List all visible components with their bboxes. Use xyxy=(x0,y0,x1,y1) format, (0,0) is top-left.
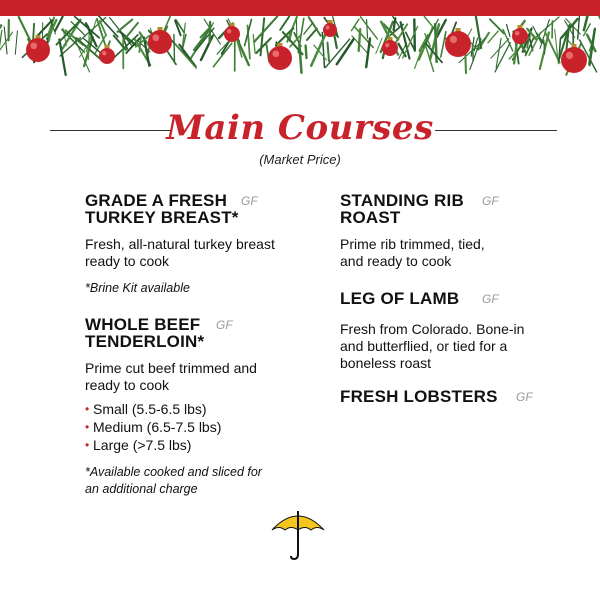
pine-needle xyxy=(507,24,511,36)
list-item: • Medium (6.5-7.5 lbs) xyxy=(85,419,222,435)
gluten-free-tag: GF xyxy=(482,292,499,306)
red-ornament xyxy=(268,46,292,70)
pine-needle xyxy=(254,17,277,42)
pine-needle xyxy=(352,19,359,30)
menu-item-fresh-lobsters xyxy=(340,388,560,407)
pine-garland-decoration xyxy=(0,8,600,108)
ornament-highlight xyxy=(102,51,106,55)
pine-needle xyxy=(88,30,89,59)
pine-needle xyxy=(473,46,474,61)
bullet-icon: • xyxy=(85,402,90,416)
ornament-highlight xyxy=(566,52,573,59)
pine-needle xyxy=(495,43,510,72)
item-description: Fresh, all-natural turkey breast ready to cook xyxy=(85,236,275,269)
red-ornament xyxy=(445,31,471,57)
ornament-highlight xyxy=(152,34,159,41)
item-name: WHOLE BEEF TENDERLOIN* GF xyxy=(85,315,233,351)
item-description: Prime cut beef trimmed and ready to cook xyxy=(85,360,257,393)
pine-needle xyxy=(328,43,330,61)
title-divider-right xyxy=(435,130,557,131)
pine-needle xyxy=(584,16,588,30)
item-note: *Available cooked and sliced for an additional charge xyxy=(85,465,262,496)
pine-needle xyxy=(367,20,368,38)
pine-needle xyxy=(253,35,255,54)
red-ornament xyxy=(323,23,337,37)
item-description: Prime rib trimmed, tied, and ready to cook xyxy=(340,236,485,269)
red-ornament xyxy=(512,28,528,44)
pine-needle xyxy=(280,16,289,30)
pine-needle xyxy=(544,40,545,54)
pine-needle xyxy=(174,35,175,61)
size-list xyxy=(85,400,315,454)
page-title: Main Courses xyxy=(166,108,434,148)
list-item: • Large (>7.5 lbs) xyxy=(85,437,192,453)
ornament-highlight xyxy=(450,36,457,43)
pine-needle xyxy=(490,19,504,33)
title-row xyxy=(0,108,600,154)
red-ornament xyxy=(382,40,398,56)
item-name: FRESH LOBSTERS GF xyxy=(340,387,533,406)
gluten-free-tag: GF xyxy=(241,194,258,208)
pine-needle xyxy=(299,43,301,72)
gluten-free-tag: GF xyxy=(516,390,533,404)
item-name: GRADE A FRESH TURKEY BREAST* GF xyxy=(85,191,258,227)
item-description: Fresh from Colorado. Bone-in and butterflied, or tied for a boneless roast xyxy=(340,321,525,371)
pine-needle xyxy=(394,18,396,30)
yellow-umbrella-icon xyxy=(270,508,326,562)
ornament-highlight xyxy=(515,31,519,35)
bullet-icon: • xyxy=(85,420,90,434)
pine-needle xyxy=(256,38,271,53)
pine-needle xyxy=(306,46,307,58)
menu-item-beef-tenderloin xyxy=(85,316,315,498)
pine-needle xyxy=(304,23,313,34)
pine-needle xyxy=(261,18,265,55)
pine-needle xyxy=(210,22,211,43)
pine-needle xyxy=(191,26,211,58)
pine-needle xyxy=(414,20,415,51)
gluten-free-tag: GF xyxy=(216,318,233,332)
pine-needle xyxy=(118,20,133,32)
red-ornament xyxy=(224,26,240,42)
pine-needle xyxy=(213,43,231,67)
menu-item-standing-rib-roast xyxy=(340,192,560,270)
pine-needle xyxy=(55,17,63,32)
ornament-highlight xyxy=(30,42,37,49)
red-ornament xyxy=(26,38,50,62)
red-ornament xyxy=(99,48,115,64)
menu-item-turkey xyxy=(85,192,315,297)
pine-needle xyxy=(15,31,17,54)
ornament-highlight xyxy=(326,26,330,30)
gluten-free-tag: GF xyxy=(482,194,499,208)
list-item: • Small (5.5-6.5 lbs) xyxy=(85,401,207,417)
red-ornament xyxy=(148,30,172,54)
red-ornament xyxy=(561,47,587,73)
menu-item-leg-of-lamb xyxy=(340,290,560,372)
ornament-highlight xyxy=(272,50,279,57)
item-name: STANDING RIB ROAST GF xyxy=(340,191,499,227)
item-name: LEG OF LAMB GF xyxy=(340,289,499,308)
ornament-highlight xyxy=(227,29,231,33)
ornament-highlight xyxy=(385,43,389,47)
market-price-subtitle: (Market Price) xyxy=(259,152,341,167)
pine-needle xyxy=(496,38,501,67)
bullet-icon: • xyxy=(85,438,90,452)
pine-needle xyxy=(307,29,317,40)
item-note: *Brine Kit available xyxy=(85,281,190,295)
